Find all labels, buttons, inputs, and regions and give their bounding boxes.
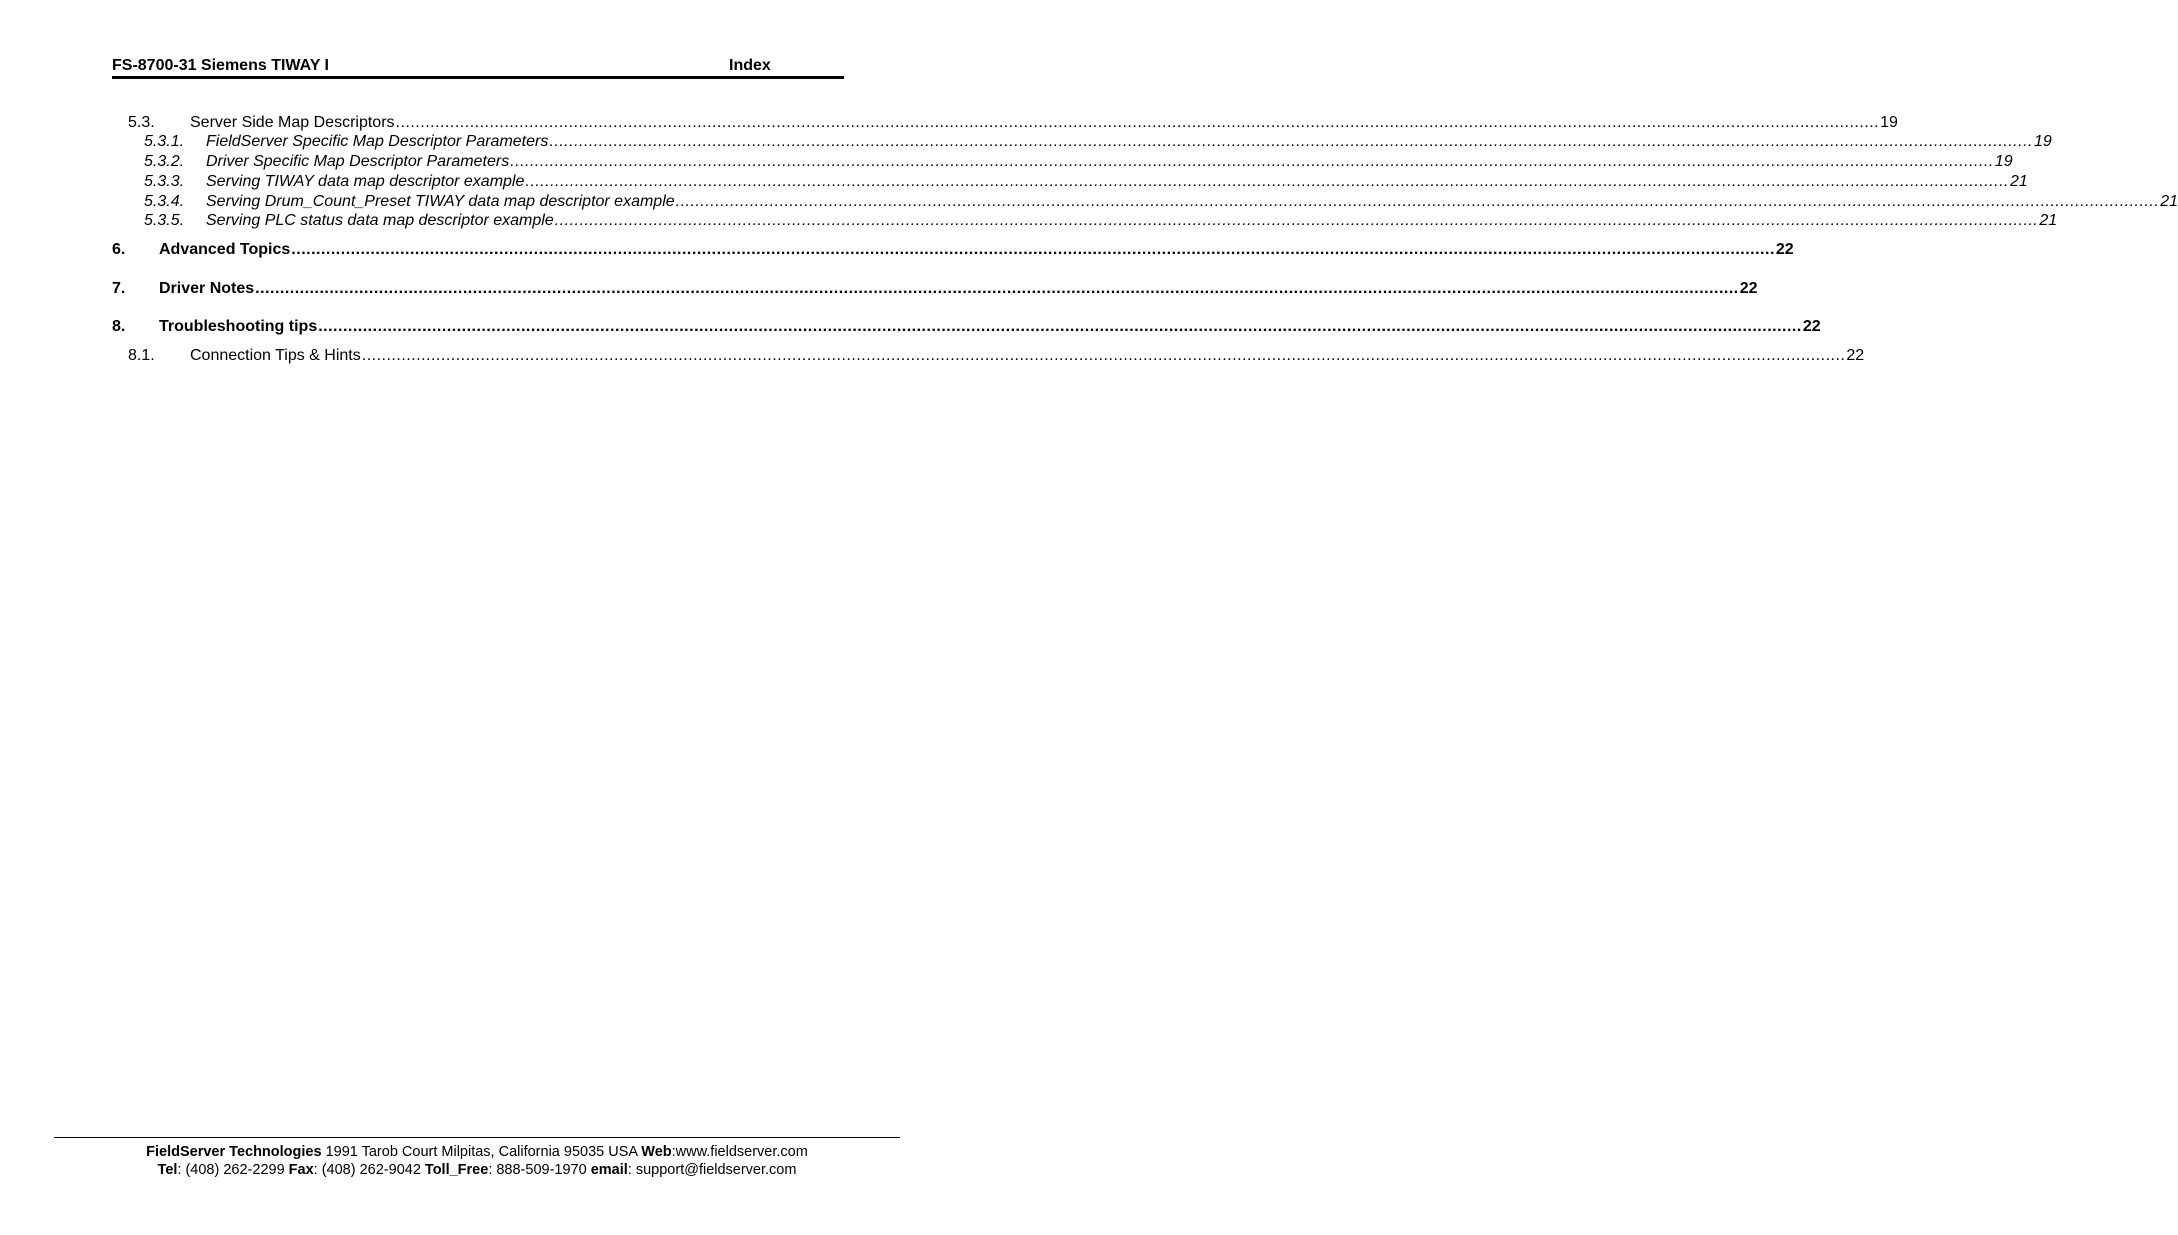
toc-entry-6[interactable] <box>112 240 1794 259</box>
toc-entry-page: 22 <box>1846 347 1865 364</box>
toc-entry-5-3-2[interactable] <box>144 152 2013 171</box>
toc-entry-page: 21 <box>2009 173 2028 190</box>
footer-fax-label: Fax <box>288 1162 314 1178</box>
toc-dot-leader: ............................................................................................................................................................................................................................................................................................................ <box>554 212 2039 229</box>
toc-entry-page: 21 <box>2039 212 2058 229</box>
toc-entry-7[interactable] <box>112 279 1758 298</box>
toc-entry-title: Connection Tips & Hints <box>190 347 361 364</box>
footer-line-address <box>54 1143 900 1161</box>
footer-email-link[interactable]: : support@fieldserver.com <box>627 1162 797 1178</box>
page-header <box>112 57 844 75</box>
toc-entry-title: Driver Specific Map Descriptor Parameters <box>206 153 510 170</box>
footer-fax-value: : (408) 262-9042 <box>313 1162 425 1178</box>
footer-rule <box>54 1137 900 1138</box>
document-title: FS-8700-31 Siemens TIWAY I <box>112 57 329 74</box>
toc-entry-number: 8.1. <box>128 347 155 364</box>
toc-entry-5-3-5[interactable] <box>144 211 2058 230</box>
toc-entry-8[interactable] <box>112 317 1821 336</box>
toc-entry-number: 7. <box>112 280 126 297</box>
footer-web-link[interactable]: :www.fieldserver.com <box>671 1144 808 1160</box>
footer-tollfree-label: Toll_Free <box>424 1162 489 1178</box>
toc-entry-number: 5.3.2. <box>144 153 185 170</box>
toc-entry-number: 6. <box>112 241 126 258</box>
toc-entry-title: FieldServer Specific Map Descriptor Parameters <box>206 133 549 150</box>
toc-entry-number: 5.3.3. <box>144 173 185 190</box>
toc-dot-leader: ............................................................................................................................................................................................................................................................................................................ <box>510 153 1994 170</box>
toc-entry-number: 5.3. <box>128 114 155 131</box>
footer-tel-label: Tel <box>157 1162 178 1178</box>
toc-entry-5-3-4[interactable] <box>144 192 2178 211</box>
toc-dot-leader: ............................................................................................................................................................................................................................................................................................................ <box>549 133 2033 150</box>
toc-dot-leader: ............................................................................................................................................................................................................................................................................................................ <box>395 114 1880 131</box>
toc-entry-title: Server Side Map Descriptors <box>190 114 395 131</box>
header-rule <box>112 76 844 79</box>
toc-dot-leader: ............................................................................................................................................................................................................................................................................................................ <box>361 347 1846 364</box>
toc-entry-number: 5.3.4. <box>144 193 185 210</box>
footer-company: FieldServer Technologies <box>146 1144 322 1160</box>
toc-entry-title: Serving PLC status data map descriptor example <box>206 212 554 229</box>
toc-entry-page: 19 <box>1880 114 1898 131</box>
footer-tollfree-value: : 888-509-1970 <box>488 1162 591 1178</box>
toc-entry-page: 19 <box>1994 153 2013 170</box>
toc-entry-8-1[interactable] <box>128 346 1865 365</box>
toc-entry-number: 5.3.1. <box>144 133 185 150</box>
toc-entry-title: Advanced Topics <box>159 241 291 258</box>
toc-entry-5-3-1[interactable] <box>144 132 2052 151</box>
toc-entry-page: 22 <box>1739 280 1758 297</box>
toc-dot-leader: ............................................................................................................................................................................................................................................................................................................ <box>318 318 1802 335</box>
footer-email-label: email <box>590 1162 628 1178</box>
toc-entry-number: 8. <box>112 318 126 335</box>
footer-line-contact <box>54 1161 900 1179</box>
toc-dot-leader: ............................................................................................................................................................................................................................................................................................................ <box>675 193 2160 210</box>
footer-address: 1991 Tarob Court Milpitas, California 95035 USA <box>321 1144 642 1160</box>
page-footer <box>54 1143 900 1179</box>
toc-entry-title: Driver Notes <box>159 280 255 297</box>
toc-entry-page: 21 <box>2160 193 2178 210</box>
footer-web-label: Web <box>641 1144 672 1160</box>
toc-dot-leader: ............................................................................................................................................................................................................................................................................................................ <box>255 280 1739 297</box>
toc-dot-leader: ............................................................................................................................................................................................................................................................................................................ <box>525 173 2009 190</box>
toc-entry-page: 19 <box>2033 133 2052 150</box>
toc-entry-title: Troubleshooting tips <box>159 318 318 335</box>
toc-entry-title: Serving Drum_Count_Preset TIWAY data map descriptor example <box>206 193 675 210</box>
section-label: Index <box>729 57 771 74</box>
toc-entry-page: 22 <box>1802 318 1821 335</box>
toc-entry-number: 5.3.5. <box>144 212 185 229</box>
toc-dot-leader: ............................................................................................................................................................................................................................................................................................................ <box>291 241 1775 258</box>
toc-entry-page: 22 <box>1775 241 1794 258</box>
toc-entry-title: Serving TIWAY data map descriptor example <box>206 173 525 190</box>
toc-entry-5-3[interactable] <box>128 113 1898 132</box>
toc-entry-5-3-3[interactable] <box>144 172 2028 191</box>
footer-tel-value: : (408) 262-2299 <box>177 1162 289 1178</box>
